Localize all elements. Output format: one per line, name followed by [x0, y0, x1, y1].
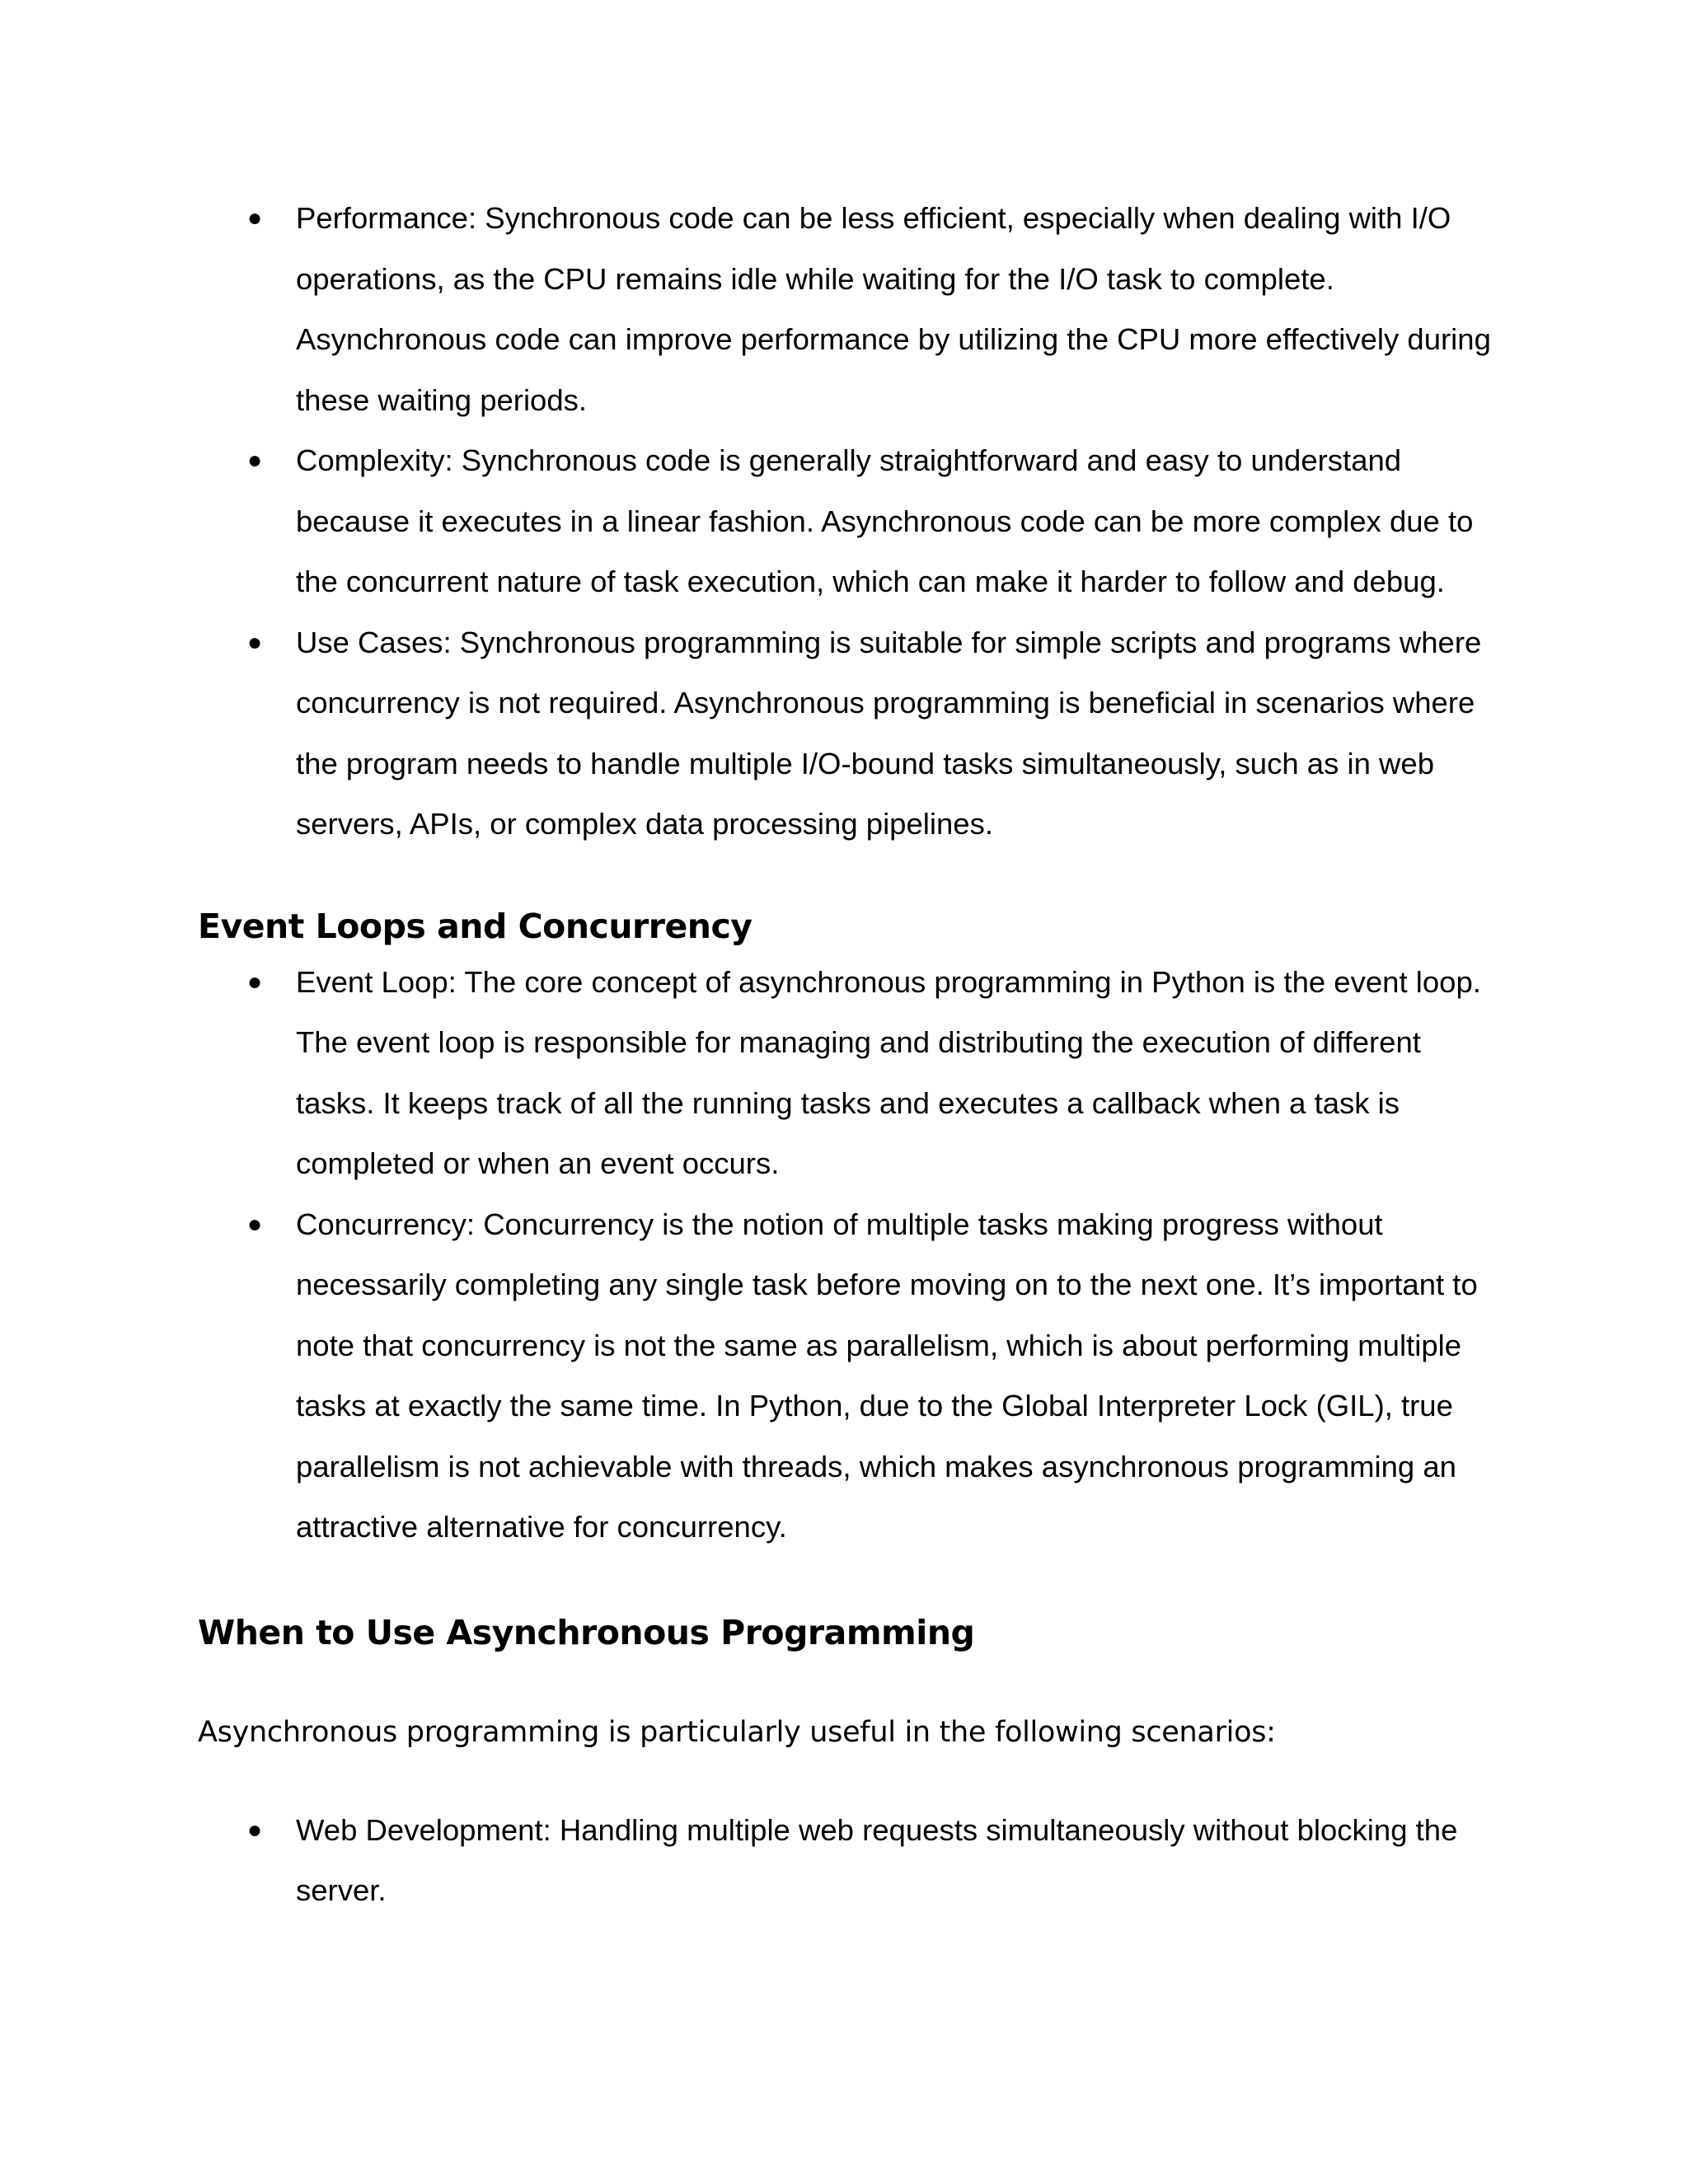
list-item-text: Concurrency: Concurrency is the notion of multiple tasks making progress without necessarily completing any single task before moving on to the next one. It’s important to note that concurrency is not the same as parallelism, which is about performing multiple tasks at exactly the same time. In Python, due to the Global Interpreter Lock (GIL), true parallelism is not achievable with threads, which makes asynchronous programming an attractive alternative for concurrency. — [296, 1207, 1478, 1544]
list-item-complexity — [198, 430, 1500, 612]
list-item-text: Complexity: Synchronous code is generally straightforward and easy to understand because it executes in a linear fashion. Asynchronous code can be more complex due to the concurrent nature of task execution, which can make it harder to follow and debug. — [296, 443, 1474, 598]
list-item-use-cases — [198, 612, 1500, 855]
document-content — [198, 188, 1500, 1921]
comparison-bullet-list — [198, 188, 1500, 855]
scenarios-bullet-list — [198, 1800, 1500, 1921]
list-item-performance — [198, 188, 1500, 430]
list-item-text: Performance: Synchronous code can be less efficient, especially when dealing with I/O operations, as the CPU remains idle while waiting for the I/O task to complete. Asynchronous code can improve performance by utilizing the CPU more effectively during these waiting periods. — [296, 201, 1491, 417]
bullet-dot-icon: ● — [247, 204, 263, 232]
bullet-dot-icon: ● — [247, 1816, 263, 1844]
bullet-dot-icon: ● — [247, 628, 263, 656]
section-intro-paragraph: Asynchronous programming is particularly useful in the following scenarios: — [198, 1715, 1276, 1749]
section-heading-event-loops: Event Loops and Concurrency — [198, 906, 753, 946]
list-item-text: Use Cases: Synchronous programming is suitable for simple scripts and programs where concurrency is not required. Asynchronous programming is beneficial in scenarios where the program needs to handle multiple I/O-bound tasks simultaneously, such as in web servers, APIs, or complex data processing pipelines. — [296, 625, 1482, 841]
list-item-web-development — [198, 1800, 1500, 1921]
section-heading-when-to-use: When to Use Asynchronous Programming — [198, 1612, 975, 1652]
bullet-dot-icon: ● — [247, 447, 263, 474]
bullet-dot-icon: ● — [247, 1210, 263, 1238]
event-loops-bullet-list — [198, 952, 1500, 1558]
list-item-text: Web Development: Handling multiple web requests simultaneously without blocking the server. — [296, 1812, 1458, 1907]
list-item-event-loop — [198, 952, 1500, 1194]
list-item-text: Event Loop: The core concept of asynchronous programming in Python is the event loop. The event loop is responsible for managing and distributing the execution of different tasks. It keeps track of all the running tasks and executes a callback when a task is completed or when an event occurs. — [296, 964, 1481, 1180]
bullet-dot-icon: ● — [247, 968, 263, 996]
list-item-concurrency — [198, 1194, 1500, 1558]
